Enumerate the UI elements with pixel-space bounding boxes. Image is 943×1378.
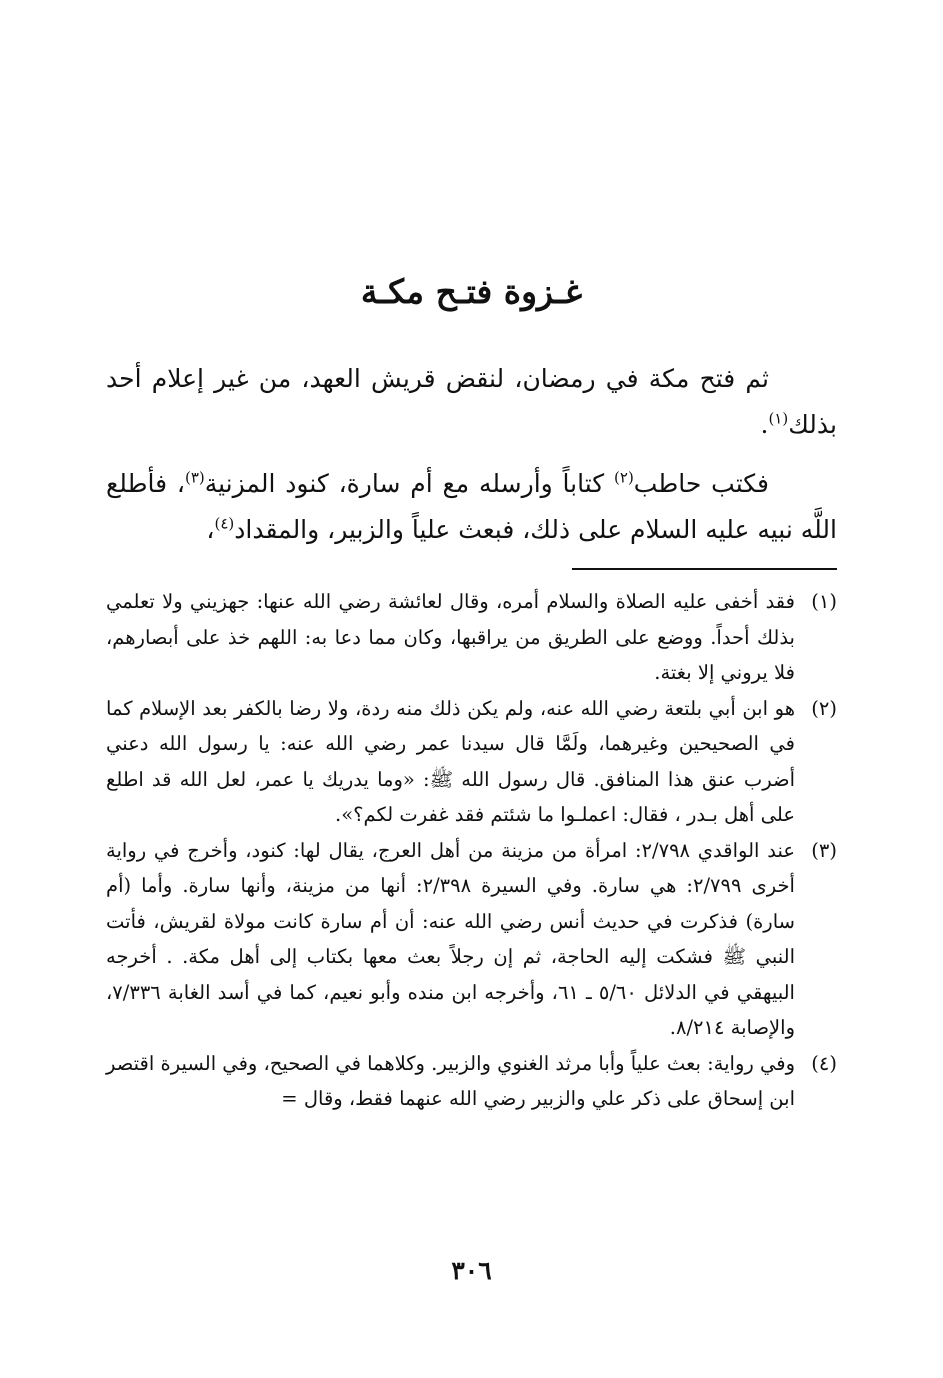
body-paragraph-1 — [106, 356, 837, 448]
footnote-ref-2[interactable]: (٢) — [614, 468, 634, 487]
paragraph-text: ، — [206, 515, 215, 544]
footnote-number: (٤) — [811, 1051, 837, 1075]
footnote-number: (٢) — [811, 696, 837, 720]
footnote-2 — [106, 691, 837, 833]
footnote-text: فقد أخفى عليه الصلاة والسلام أمره، وقال لعائشة رضي الله عنها: جهزيني ولا تعلمي بذلك أحداً. ووضع على الطريق من يراقبها، وكان مما دعا به: اللهم خذ على أبصارهم، فلا يروني إلا بغتة. — [106, 590, 795, 684]
page-title: غـزوة فتـح مكـة — [360, 272, 583, 312]
footnote-3 — [106, 833, 837, 1046]
footnote-ref-3[interactable]: (٣) — [184, 468, 205, 487]
footnotes-section — [106, 584, 837, 1117]
footnote-1 — [106, 584, 837, 691]
paragraph-text: ثم فتح مكة في رمضان، لنقض قريش العهد، من غير إعلام أحد بذلك — [106, 364, 837, 439]
footnote-text: عند الواقدي ٢/٧٩٨: امرأة من مزينة من أهل العرج، يقال لها: كنود، وأخرج في رواية أخرى ٢/٧٩٩: هي سارة. وفي السيرة ٢/٣٩٨: أنها من مزينة، وأنها سارة. وأما (أم سارة) فذكرت في حديث أنس رضي الله عنه: أن أم سارة كانت مولاة لقريش، فأتت النبي ﷺ فشكت إليه الحاجة، ثم إن رجلاً بعث معها بكتاب إلى أهل مكة. . أخرجه البيهقي في الدلائل ٥/٦٠ ـ ٦١، وأخرجه ابن منده وأبو نعيم، كما في أسد الغابة ٧/٣٣٦، والإصابة ٨/٢١٤. — [106, 838, 795, 1039]
body-paragraph-2 — [106, 461, 837, 553]
footnote-text: وفي رواية: بعث علياً وأبا مرثد الغنوي والزبير. وكلاهما في الصحيح، وفي السيرة اقتصر ابن إسحاق على ذكر علي والزبير رضي الله عنهما فقط، وقال = — [106, 1051, 795, 1110]
paragraph-text: كتاباً وأرسله مع أم سارة، كنود المزنية — [204, 469, 615, 498]
footnote-text: هو ابن أبي بلتعة رضي الله عنه، ولم يكن ذلك منه ردة، ولا رضا بالكفر بعد الإسلام كما في الصحيحين وغيرهما، ولَمَّا قال سيدنا عمر رضي الله عنه: يا رسول الله دعني أضرب عنق هذا المنافق. قال رسول الله ﷺ: «وما يدريك يا عمر، لعل الله قد اطلع على أهل بـدر ، فقال: اعملـوا ما شئتم فقد غفرت لكم؟». — [106, 696, 795, 826]
footnote-ref-1[interactable]: (١) — [768, 409, 789, 428]
page-number: ٣٠٦ — [451, 1256, 492, 1285]
footnote-number: (١) — [811, 590, 837, 613]
paragraph-text: ، فأطلع اللَّه نبيه عليه السلام على ذلك، فبعث علياً والزبير، والمقداد — [106, 469, 837, 544]
paragraph-text: . — [760, 410, 769, 439]
footnote-number: (٣) — [811, 838, 837, 862]
paragraph-text: فكتب حاطب — [633, 469, 769, 498]
footnote-ref-4[interactable]: (٤) — [214, 514, 235, 533]
footnote-4 — [106, 1046, 837, 1117]
footnote-divider — [572, 568, 837, 570]
